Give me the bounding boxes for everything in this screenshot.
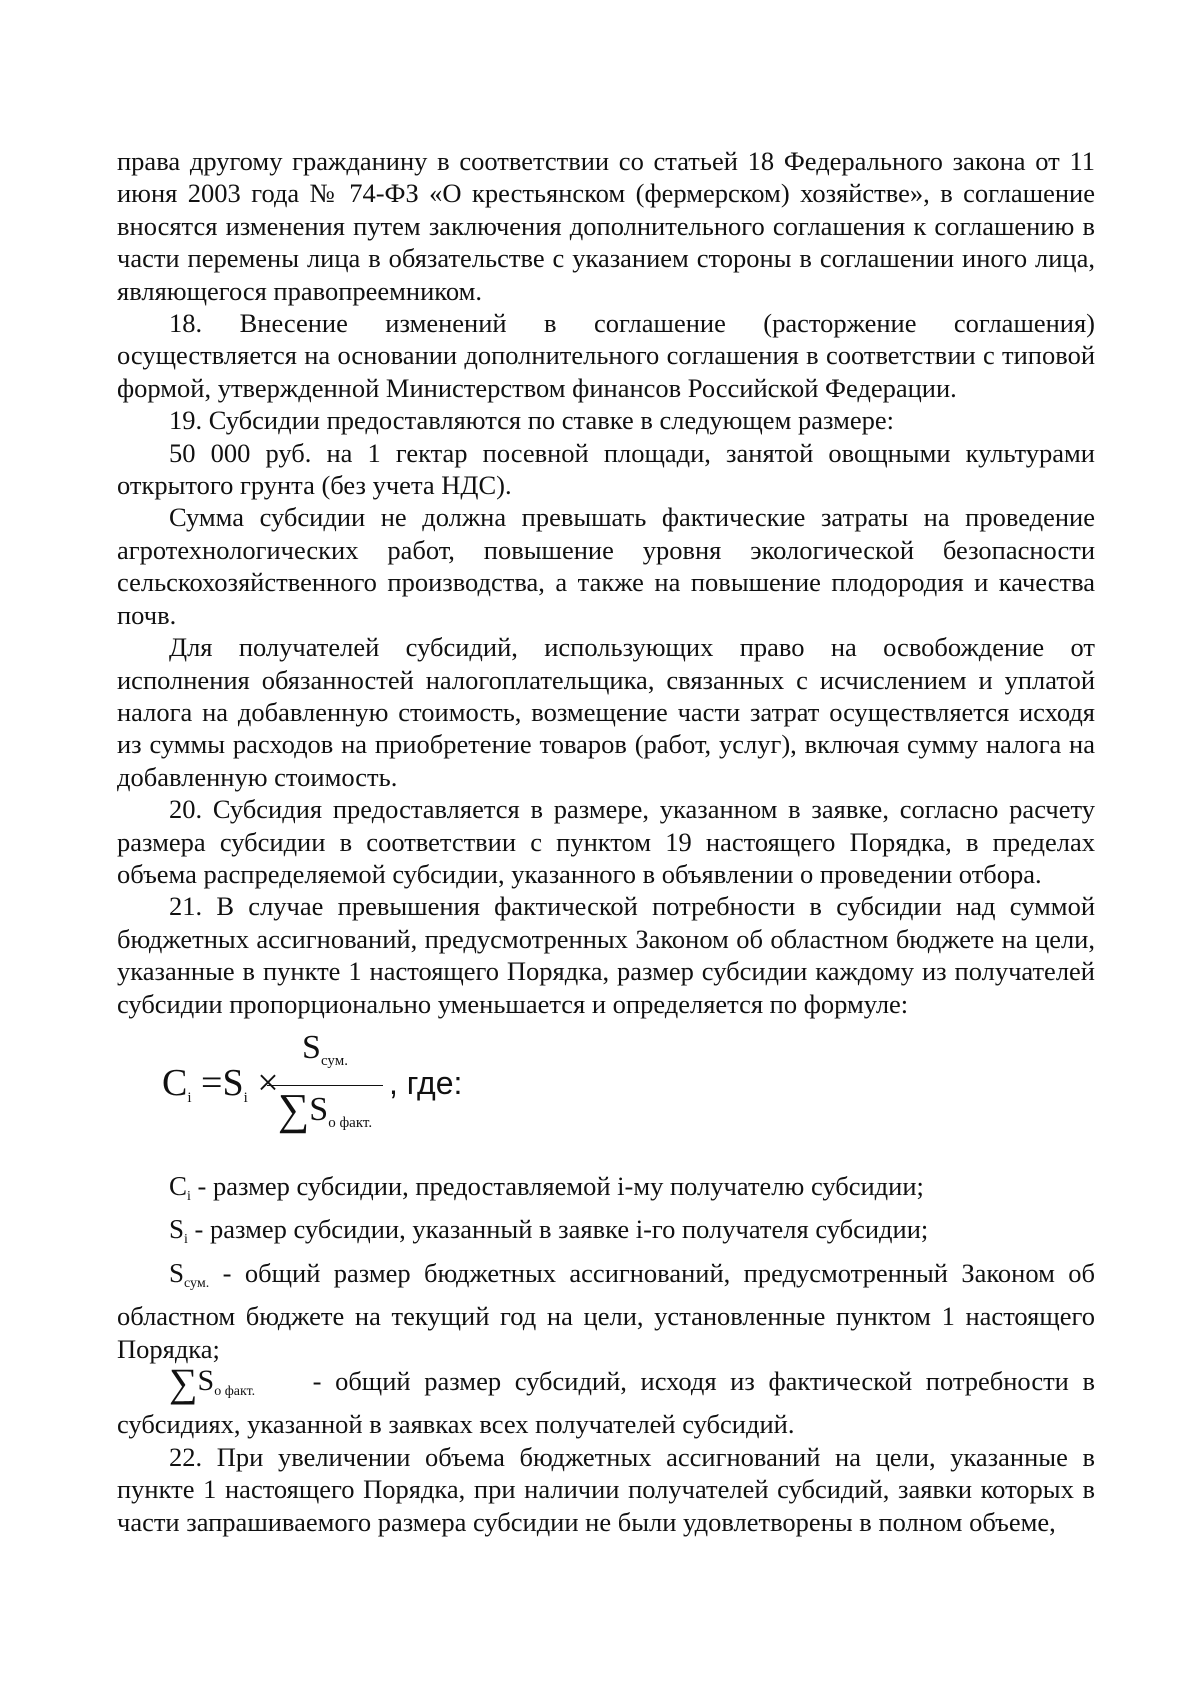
- denominator-s: S: [309, 1090, 329, 1128]
- formula-fraction: [267, 1026, 383, 1145]
- paragraph-limit: Сумма субсидии не должна превышать фактические затраты на проведение агротехнологических работ, повышение уровня экологической безопасности сельскохозяйственного производства, а также на повышение плодородия и качества почв.: [117, 502, 1095, 630]
- formula-where: , где:: [389, 1064, 463, 1101]
- paragraph-20: 20. Субсидия предоставляется в размере, указанном в заявке, согласно расчету размера субсидии в соответствии с пунктом 19 настоящего Порядка, в пределах объема распределяемой субсидии, указанного в объявлении о проведении отбора.: [117, 794, 1095, 889]
- def-c-symbol: C: [169, 1170, 188, 1201]
- paragraph-continuation: права другому гражданину в соответствии со статьей 18 Федерального закона от 11 июня 2003 года № 74-ФЗ «О крестьянском (фермерском) хозяйстве», в соглашение вносятся изменения путем заключения дополнительного соглашения к соглашению в части перемены лица в обязательстве с указанием стороны в соглашении иного лица, являющегося правопреемником.: [117, 146, 1095, 306]
- numerator-sub: сум.: [320, 1052, 348, 1069]
- formula-equals: =: [201, 1061, 223, 1104]
- definition-sum-fact: [117, 1360, 1095, 1441]
- formula-times: ×: [257, 1061, 279, 1104]
- denominator-sub: о факт.: [328, 1114, 373, 1131]
- definition-ssum: [117, 1257, 1095, 1365]
- definition-si: [117, 1213, 1095, 1256]
- def-ssum-sub: сум.: [184, 1275, 210, 1291]
- sigma-symbol: ∑: [277, 1084, 310, 1134]
- paragraph-vat: Для получателей субсидий, использующих право на освобождение от исполнения обязанностей налогоплательщика, связанных с исчислением и уплатой налога на добавленную стоимость, возмещение части затрат осуществляется исходя из суммы расходов на приобретение товаров (работ, услуг), включая сумму налога на добавленную стоимость.: [117, 632, 1095, 792]
- def-sigma-symbol: ∑: [169, 1360, 198, 1405]
- numerator-s: S: [302, 1028, 321, 1066]
- def-s-sub: i: [184, 1232, 188, 1248]
- def-sum-sub: о факт.: [214, 1384, 256, 1399]
- formula-s: S: [222, 1061, 244, 1104]
- formula-s-sub: i: [243, 1089, 248, 1106]
- formula-lhs: [162, 1061, 279, 1114]
- formula-denominator: [267, 1084, 383, 1145]
- formula-c: C: [162, 1061, 188, 1104]
- paragraph-18: 18. Внесение изменений в соглашение (расторжение соглашения) осуществляется на основании дополнительного соглашения в соответствии с типовой формой, утвержденной Министерством финансов Российской Федерации.: [117, 308, 1095, 403]
- paragraph-21: 21. В случае превышения фактической потребности в субсидии над суммой бюджетных ассигнований, предусмотренных Законом об областном бюджете на цели, указанные в пункте 1 настоящего Порядка, размер субсидии каждому из получателей субсидии пропорционально уменьшается и определяется по формуле:: [117, 891, 1095, 1019]
- def-s-symbol: S: [169, 1214, 185, 1245]
- paragraph-22: 22. При увеличении объема бюджетных ассигнований на цели, указанные в пункте 1 настоящего Порядка, при наличии получателей субсидий, заявки которых в части запрашиваемого размера субсидии не были удовлетворены в полном объеме,: [117, 1441, 1095, 1537]
- definition-ci: [117, 1170, 1095, 1213]
- def-c-text: - размер субсидии, предоставляемой i-му получателю субсидии;: [190, 1170, 924, 1201]
- def-s-text: - размер субсидии, указанный в заявке i-го получателя субсидии;: [187, 1214, 929, 1245]
- def-sum-text: - общий размер субсидий, исходя из фактической потребности в субсидиях, указанной в заявках всех получателей субсидий.: [117, 1366, 1095, 1440]
- def-ssum-text: - общий размер бюджетных ассигнований, предусмотренный Законом об областном бюджете на текущий год на цели, установленные пунктом 1 настоящего Порядка;: [117, 1257, 1095, 1364]
- paragraph-rate: 50 000 руб. на 1 гектар посевной площади, занятой овощными культурами открытого грунта (без учета НДС).: [117, 437, 1095, 501]
- def-sum-s: S: [197, 1364, 215, 1397]
- sum-symbol: [169, 1360, 299, 1408]
- paragraph-19: 19. Субсидии предоставляются по ставке в следующем размере:: [169, 405, 894, 436]
- def-ssum-symbol: S: [169, 1257, 185, 1288]
- formula-numerator: [267, 1026, 383, 1083]
- def-c-sub: i: [187, 1188, 191, 1204]
- formula-c-sub: i: [187, 1089, 192, 1106]
- subsidy-formula: [117, 1020, 1095, 1170]
- document-body: [117, 145, 1095, 1538]
